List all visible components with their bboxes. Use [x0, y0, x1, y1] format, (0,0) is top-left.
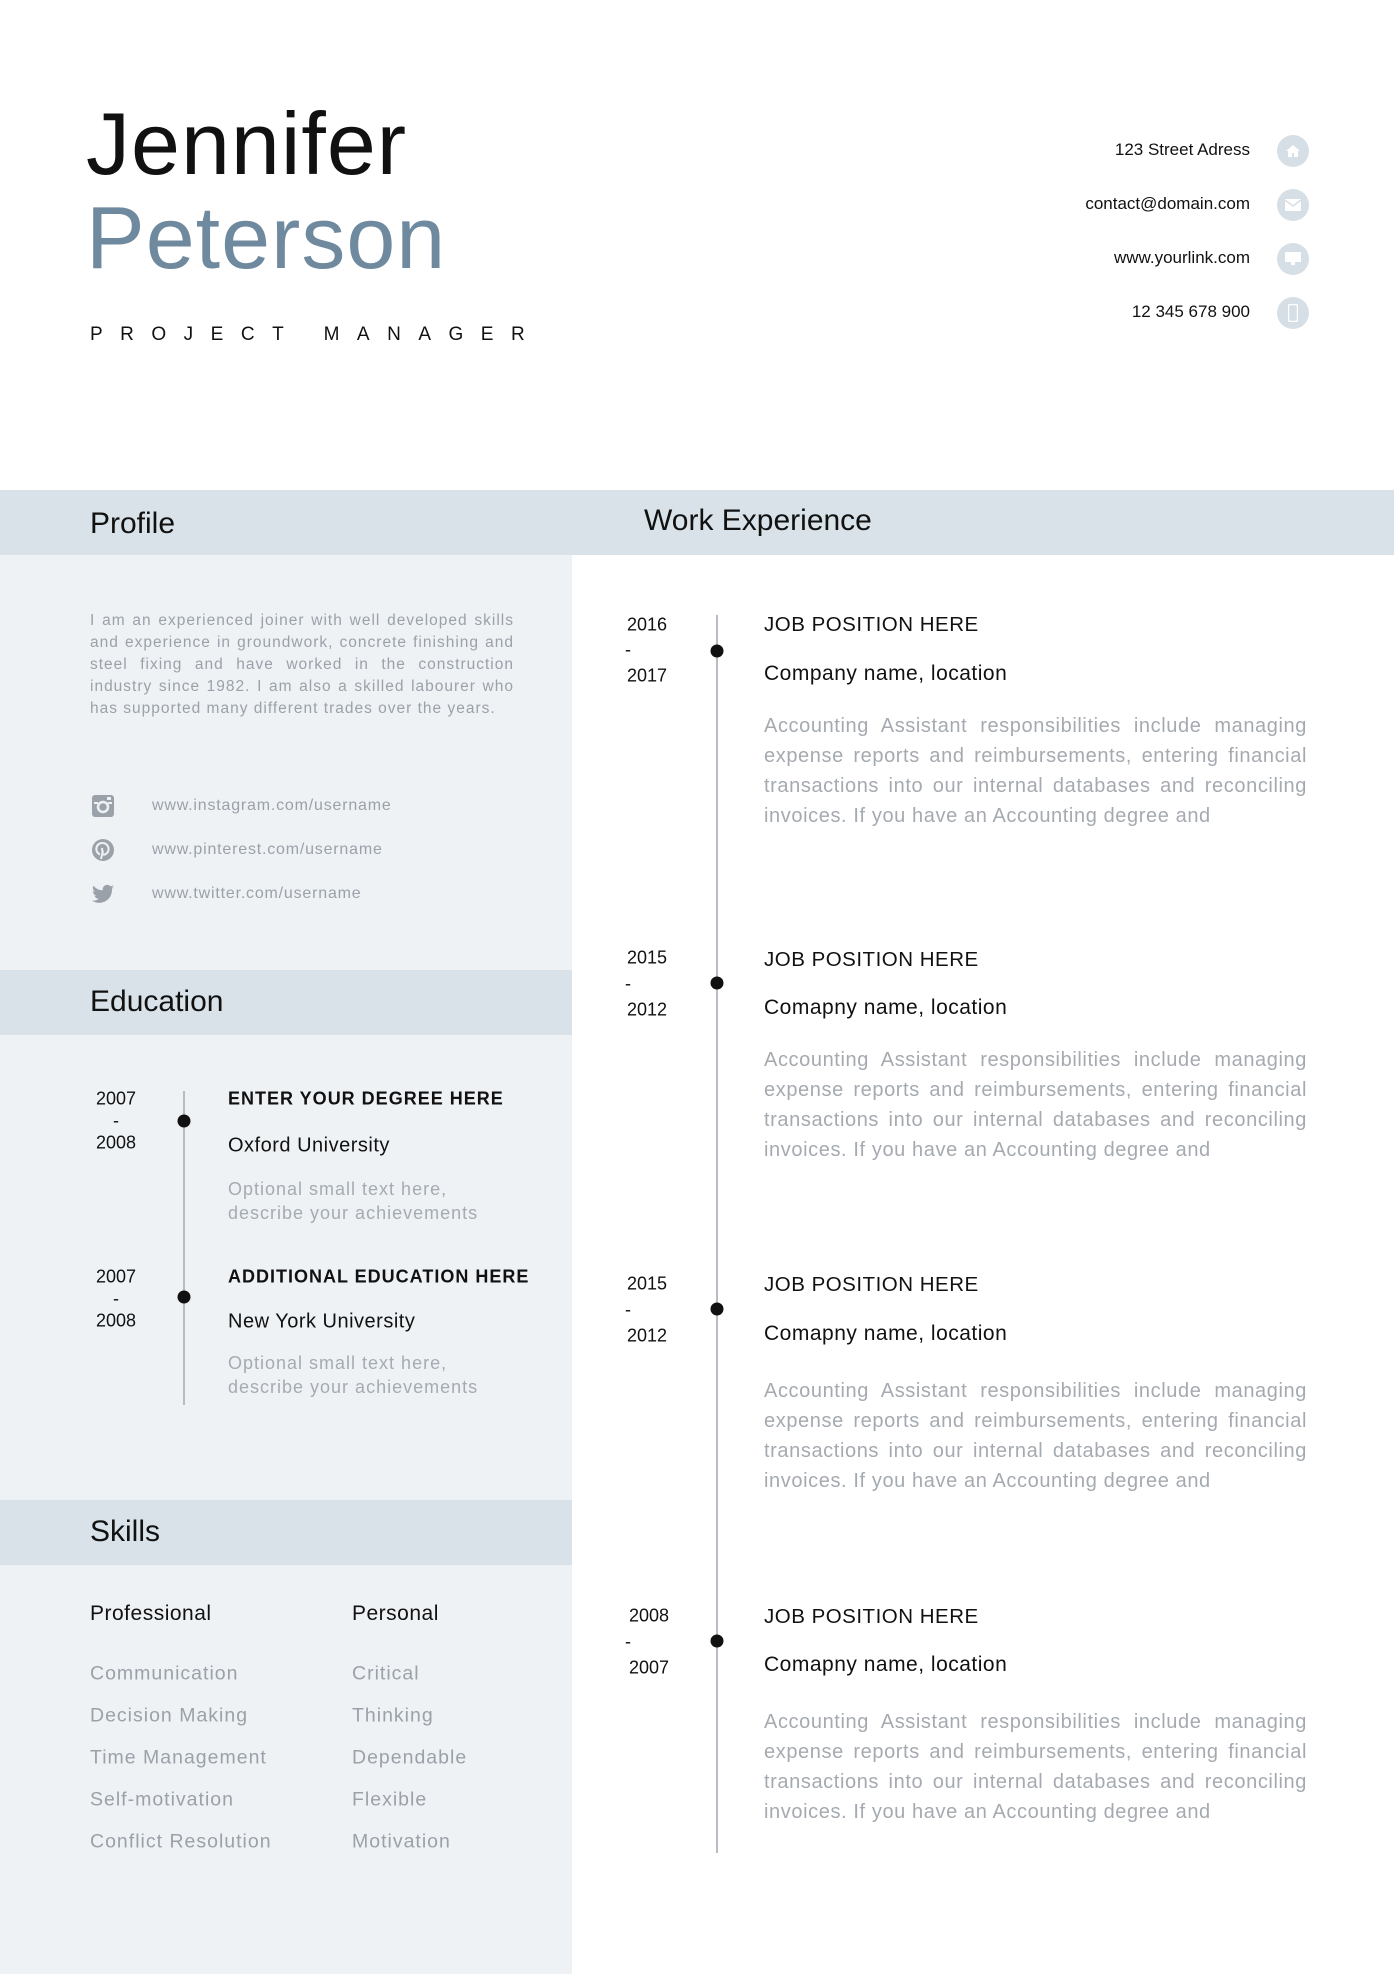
- profile-heading: Profile: [90, 507, 176, 540]
- profile-text: I am an experienced joiner with well developed skills and experience in groundwork, concrete finishing and steel fixing and have worked in the construction industry since 1982. I am also a skilled labourer who has supported many different trades over the years.: [90, 612, 514, 717]
- professional-skill: Decision Making: [90, 1704, 249, 1727]
- job-company: Comapny name, location: [764, 1653, 1008, 1676]
- job-company: Comapny name, location: [764, 1322, 1008, 1345]
- edu-year-separator: -: [113, 1110, 119, 1131]
- job-end-year: 2012: [626, 1325, 668, 1346]
- professional-skill: Time Management: [90, 1746, 267, 1769]
- job-end-year: 2007: [628, 1657, 670, 1678]
- timeline-dot: [711, 645, 724, 658]
- contact-email[interactable]: contact@domain.com: [1085, 194, 1250, 213]
- edu-school: New York University: [228, 1310, 416, 1333]
- job-company: Company name, location: [764, 662, 1008, 685]
- edu-note-line: describe your achievements: [228, 1377, 479, 1397]
- twitter-icon: [91, 882, 115, 906]
- education-band: [0, 970, 572, 1035]
- timeline-dot: [178, 1115, 191, 1128]
- personal-skill: Flexible: [352, 1788, 428, 1811]
- edu-school: Oxford University: [228, 1134, 390, 1157]
- job-start-year: 2008: [628, 1605, 670, 1626]
- timeline-dot: [711, 977, 724, 990]
- job-description: Accounting Assistant responsibilities include managing expense reports and reimbursements, entering financial transactions into our internal databases and reconciling invoices. If you have an Accounting degree and: [764, 1380, 1307, 1492]
- work-experience-heading: Work Experience: [644, 504, 872, 537]
- home-icon: [1277, 135, 1309, 167]
- professional-skill: Conflict Resolution: [90, 1830, 272, 1853]
- work-timeline: [716, 615, 718, 1853]
- personal-skill: Critical: [352, 1662, 420, 1685]
- timeline-dot: [711, 1635, 724, 1648]
- edu-note-line: Optional small text here,: [228, 1179, 448, 1199]
- job-role: PROJECT MANAGER: [90, 324, 543, 345]
- edu-note-line: describe your achievements: [228, 1203, 479, 1223]
- twitter-link[interactable]: www.twitter.com/username: [152, 885, 362, 902]
- job-end-year: 2012: [626, 999, 668, 1020]
- job-year-separator: -: [625, 1631, 631, 1652]
- edu-note-line: Optional small text here,: [228, 1353, 448, 1373]
- edu-title: ENTER YOUR DEGREE HERE: [228, 1088, 504, 1109]
- job-start-year: 2015: [626, 1273, 668, 1294]
- professional-skills-heading: Professional: [90, 1602, 212, 1625]
- job-title: JOB POSITION HERE: [764, 1605, 979, 1628]
- job-title: JOB POSITION HERE: [764, 1273, 979, 1296]
- job-description: Accounting Assistant responsibilities include managing expense reports and reimbursements, entering financial transactions into our internal databases and reconciling invoices. If you have an Accounting degree and: [764, 1049, 1307, 1161]
- edu-note: [228, 1177, 478, 1225]
- edu-start-year: 2007: [95, 1088, 137, 1109]
- professional-skill: Self-motivation: [90, 1788, 234, 1811]
- monitor-icon: [1277, 243, 1309, 275]
- first-name: Jennifer: [86, 94, 408, 193]
- job-title: JOB POSITION HERE: [764, 948, 979, 971]
- personal-skill: Motivation: [352, 1830, 451, 1853]
- education-timeline: [183, 1091, 185, 1405]
- job-end-year: 2017: [626, 665, 668, 686]
- mail-icon: [1277, 189, 1309, 221]
- edu-start-year: 2007: [95, 1266, 137, 1287]
- pinterest-icon: [91, 838, 115, 862]
- job-year-separator: -: [625, 973, 631, 994]
- education-heading: Education: [90, 985, 224, 1018]
- edu-year-separator: -: [113, 1288, 119, 1309]
- job-description: Accounting Assistant responsibilities include managing expense reports and reimbursements, entering financial transactions into our internal databases and reconciling invoices. If you have an Accounting degree and: [764, 715, 1307, 827]
- instagram-link[interactable]: www.instagram.com/username: [152, 797, 392, 814]
- phone-icon: [1277, 297, 1309, 329]
- professional-skill: Communication: [90, 1662, 239, 1685]
- skills-heading: Skills: [90, 1515, 161, 1548]
- job-title: JOB POSITION HERE: [764, 613, 979, 636]
- personal-skill: Dependable: [352, 1746, 468, 1769]
- edu-note: [228, 1351, 478, 1399]
- contact-website[interactable]: www.yourlink.com: [1113, 248, 1250, 267]
- job-start-year: 2016: [626, 614, 668, 635]
- contact-address: 123 Street Adress: [1114, 140, 1250, 159]
- job-year-separator: -: [625, 639, 631, 660]
- job-description: Accounting Assistant responsibilities include managing expense reports and reimbursements, entering financial transactions into our internal databases and reconciling invoices. If you have an Accounting degree and: [764, 1711, 1307, 1823]
- job-company: Comapny name, location: [764, 996, 1008, 1019]
- timeline-dot: [711, 1303, 724, 1316]
- pinterest-link[interactable]: www.pinterest.com/username: [152, 841, 383, 858]
- instagram-icon: [91, 794, 115, 818]
- job-start-year: 2015: [626, 947, 668, 968]
- personal-skill: Thinking: [352, 1704, 434, 1727]
- skills-band: [0, 1500, 572, 1565]
- edu-end-year: 2008: [95, 1310, 137, 1331]
- edu-end-year: 2008: [95, 1132, 137, 1153]
- last-name: Peterson: [86, 188, 447, 287]
- contact-phone: 12 345 678 900: [1131, 302, 1250, 321]
- timeline-dot: [178, 1291, 191, 1304]
- edu-title: ADDITIONAL EDUCATION HERE: [228, 1266, 530, 1287]
- sidebar: [0, 555, 572, 1974]
- job-year-separator: -: [625, 1299, 631, 1320]
- personal-skills-heading: Personal: [352, 1602, 439, 1625]
